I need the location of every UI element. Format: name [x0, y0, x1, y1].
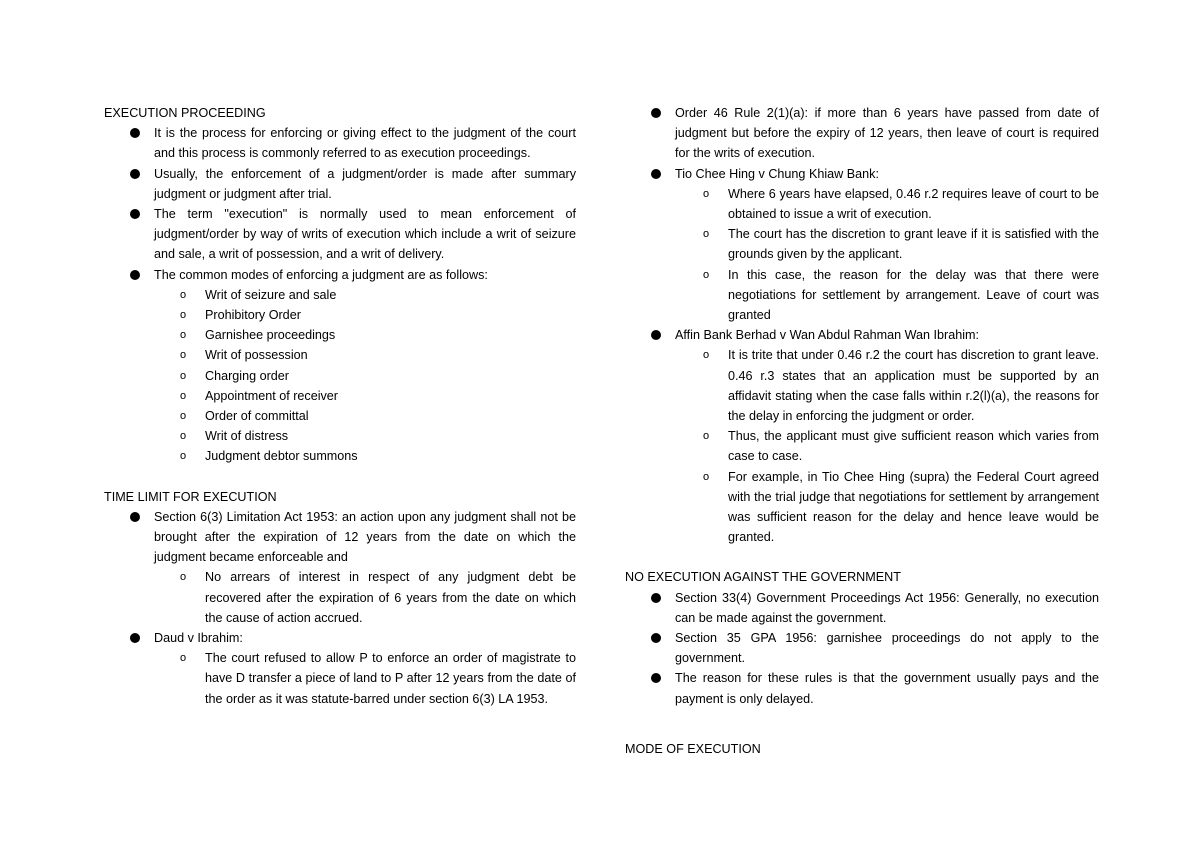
bullet-icon — [651, 633, 661, 643]
list-item: The reason for these rules is that the government usually pays and the payment is only delayed. — [625, 668, 1099, 708]
bullet-icon — [130, 633, 140, 643]
list-item: o Charging order — [104, 366, 576, 386]
sub-bullet-icon: o — [703, 268, 710, 281]
list-item: o Thus, the applicant must give sufficient reason which varies from case to case. — [625, 426, 1099, 466]
sub-bullet-icon: o — [180, 410, 187, 423]
bullet-icon — [130, 169, 140, 179]
list-item: Section 33(4) Government Proceedings Act 1956: Generally, no execution can be made against the government. — [625, 588, 1099, 628]
sub-bullet-icon: o — [703, 470, 710, 483]
time-limit-heading: TIME LIMIT FOR EXECUTION — [104, 489, 277, 504]
mode-of-execution-heading: MODE OF EXECUTION — [625, 741, 761, 756]
modes-list — [104, 285, 576, 467]
sub-bullet-icon: o — [703, 349, 710, 362]
bullet-icon — [651, 108, 661, 118]
list-item: o No arrears of interest in respect of any judgment debt be recovered after the expiration of 6 years from the date on which the cause of action accrued. — [104, 567, 576, 628]
list-item: Affin Bank Berhad v Wan Abdul Rahman Wan Ibrahim: — [625, 325, 1099, 345]
government-list — [625, 588, 1099, 709]
list-item: Order 46 Rule 2(1)(a): if more than 6 years have passed from date of judgment but before the expiry of 12 years, then leave of court is required for the writs of execution. — [625, 103, 1099, 164]
bullet-icon — [130, 128, 140, 138]
sub-bullet-icon: o — [180, 288, 187, 301]
sub-bullet-icon: o — [180, 309, 187, 322]
list-item: o Judgment debtor summons — [104, 446, 576, 466]
list-item: o Writ of distress — [104, 426, 576, 446]
list-item: o The court refused to allow P to enforce an order of magistrate to have D transfer a piece of land to P after 12 years from the date of the order as it was statute-barred under section 6(3) LA 1953. — [104, 648, 576, 709]
no-execution-government-heading: NO EXECUTION AGAINST THE GOVERNMENT — [625, 570, 901, 585]
list-item: o Order of committal — [104, 406, 576, 426]
list-item: o In this case, the reason for the delay was that there were negotiations for settlement by arrangement. Leave of court was granted — [625, 265, 1099, 326]
bullet-icon — [130, 270, 140, 280]
list-item: The term "execution" is normally used to mean enforcement of judgment/order by way of writs of execution which include a writ of seizure and sale, a writ of possession, and a writ of delivery. — [104, 204, 576, 265]
list-item: o It is trite that under 0.46 r.2 the court has discretion to grant leave. 0.46 r.3 states that an application must be supported by an affidavit stating when the case falls within r.2(l)(a), the reasons for the delay in enforcing the judgment or order. — [625, 345, 1099, 426]
right-column — [625, 103, 1099, 759]
execution-proceeding-heading: EXECUTION PROCEEDING — [104, 106, 266, 120]
list-item: Section 6(3) Limitation Act 1953: an action upon any judgment shall not be brought after the expiration of 12 years from the date on which the judgment became enforceable and — [104, 507, 576, 568]
sub-bullet-icon: o — [180, 571, 187, 584]
list-item: o Writ of possession — [104, 345, 576, 365]
list-item: Daud v Ibrahim: — [104, 628, 576, 648]
list-item: o Prohibitory Order — [104, 305, 576, 325]
execution-bullet-list — [104, 123, 576, 285]
sub-bullet-icon: o — [180, 389, 187, 402]
bullet-icon — [651, 169, 661, 179]
bullet-icon — [130, 209, 140, 219]
sub-bullet-icon: o — [180, 430, 187, 443]
time-limit-list — [104, 507, 576, 709]
sub-bullet-icon: o — [703, 228, 710, 241]
left-column — [104, 103, 576, 709]
list-item: o Garnishee proceedings — [104, 325, 576, 345]
list-item: Tio Chee Hing v Chung Khiaw Bank: — [625, 164, 1099, 184]
sub-bullet-icon: o — [180, 450, 187, 463]
list-item: Section 35 GPA 1956: garnishee proceedings do not apply to the government. — [625, 628, 1099, 668]
list-item: o The court has the discretion to grant leave if it is satisfied with the grounds given by the applicant. — [625, 224, 1099, 264]
sub-bullet-icon: o — [180, 369, 187, 382]
list-item: It is the process for enforcing or giving effect to the judgment of the court and this process is commonly referred to as execution proceedings. — [104, 123, 576, 163]
bullet-icon — [651, 673, 661, 683]
list-item: The common modes of enforcing a judgment are as follows: — [104, 265, 576, 285]
list-item: Usually, the enforcement of a judgment/order is made after summary judgment or judgment after trial. — [104, 164, 576, 204]
order46-list — [625, 103, 1099, 547]
sub-bullet-icon: o — [703, 187, 710, 200]
bullet-icon — [651, 330, 661, 340]
bullet-icon — [130, 512, 140, 522]
bullet-icon — [651, 593, 661, 603]
list-item: o Appointment of receiver — [104, 386, 576, 406]
sub-bullet-icon: o — [703, 430, 710, 443]
sub-bullet-icon: o — [180, 349, 187, 362]
list-item: o For example, in Tio Chee Hing (supra) the Federal Court agreed with the trial judge that negotiations for settlement by arrangement was sufficient reason for the delay and hence leave would be granted. — [625, 467, 1099, 548]
sub-bullet-icon: o — [180, 329, 187, 342]
list-item: o Writ of seizure and sale — [104, 285, 576, 305]
sub-bullet-icon: o — [180, 652, 187, 665]
list-item: o Where 6 years have elapsed, 0.46 r.2 requires leave of court to be obtained to issue a writ of execution. — [625, 184, 1099, 224]
